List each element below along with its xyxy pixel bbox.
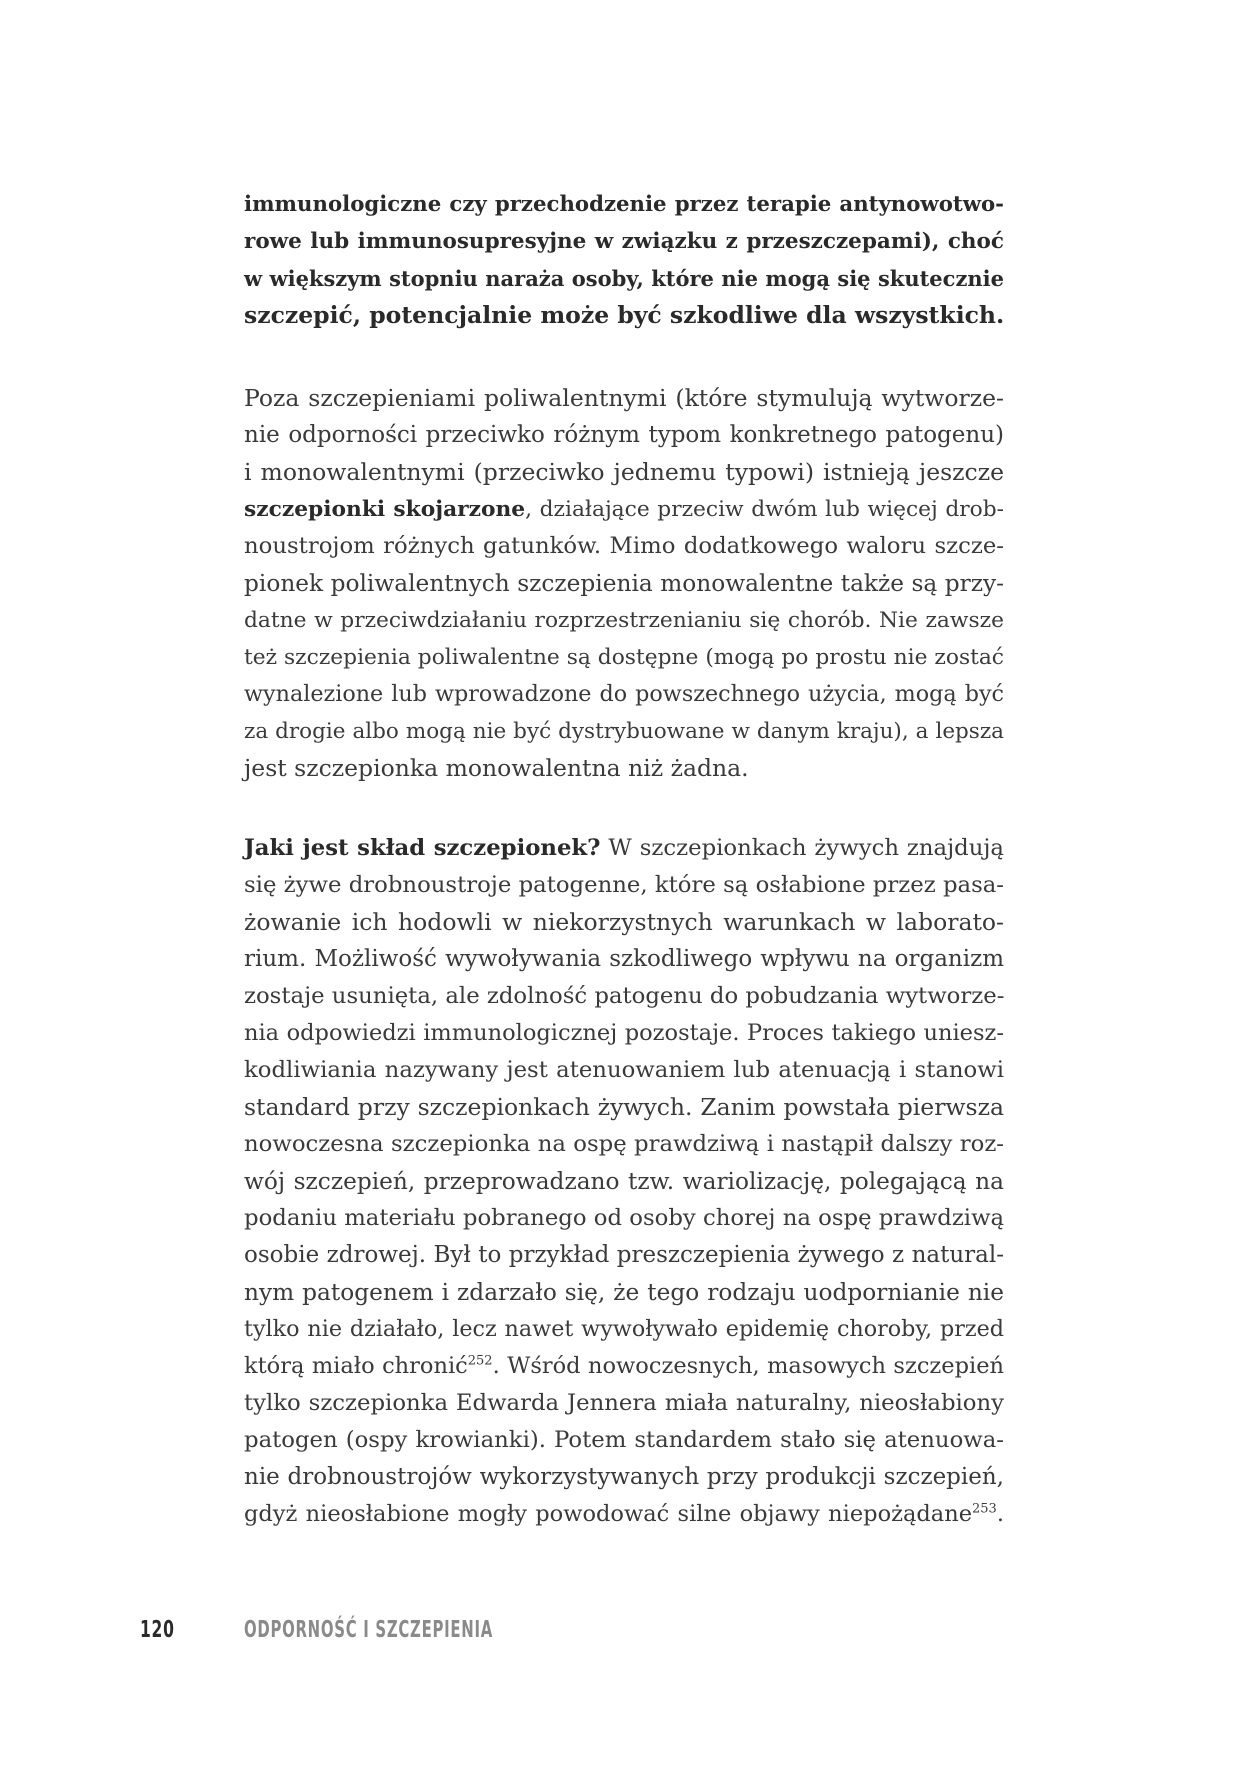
text-line (244, 1496, 1004, 1533)
paragraph-combined-vaccines (244, 380, 1004, 787)
text-line: i monowalentnymi (przeciwko jednemu typowi) istnieją jeszcze (244, 458, 1004, 486)
text-fragment: gdyż nieosłabione mogły powodować silne objawy niepożądane (244, 1501, 973, 1527)
text-line: tylko nie działało, lecz nawet wywoływało epidemię choroby, przed (244, 1316, 1004, 1342)
page-footer (140, 1617, 493, 1643)
text-fragment: , działające przeciw dwóm lub więcej drob- (525, 497, 1005, 522)
section-heading: Jaki jest skład szczepionek? (244, 835, 601, 861)
text-fragment: . Wśród nowoczesnych, masowych szczepień (492, 1353, 1004, 1379)
text-line: jest szczepionka monowalentna niż żadna. (244, 754, 749, 782)
text-line: wój szczepień, przeprowadzano tzw. wariolizację, polegającą na (244, 1168, 1004, 1195)
text-line: noustrojom różnych gatunków. Mimo dodatkowego waloru szcze- (244, 533, 1004, 559)
text-line: patogen (ospy krowianki). Potem standardem stało się atenuowa- (244, 1427, 1004, 1453)
text-line: żowanie ich hodowli w niekorzystnych warunkach w laborato- (244, 908, 1004, 936)
text-line (244, 1348, 1004, 1385)
text-line: zostaje usunięta, ale zdolność patogenu do pobudzania wytworze- (244, 983, 1005, 1009)
text-line: nowoczesna szczepionka na ospę prawdziwą i nastąpił dalszy roz- (244, 1131, 1004, 1157)
text-line: immunologiczne czy przechodzenie przez terapie antynowotwo- (244, 192, 1004, 217)
text-line: nia odpowiedzi immunologicznej pozostaje. Proces takiego uniesz- (244, 1020, 1004, 1046)
text-line: rowe lub immunosupresyjne w związku z przeszczepami), choć (244, 229, 1004, 254)
text-line (244, 830, 1004, 867)
text-line: nym patogenem i zdarzało się, że tego rodzaju uodpornianie nie (244, 1279, 1004, 1306)
bold-term: szczepionki skojarzone (244, 497, 526, 522)
text-fragment: którą miało chronić (244, 1353, 468, 1379)
text-line: za drogie albo mogą nie być dystrybuowane w danym kraju), a lepsza (244, 719, 1004, 744)
text-line: wynalezione lub wprowadzone do powszechnego użycia, mogą być (244, 681, 1004, 707)
text-line: szczepić, potencjalnie może być szkodliwe dla wszystkich. (244, 301, 1005, 329)
text-line: pionek poliwalentnych szczepienia monowalentne także są przy- (244, 570, 1004, 597)
intro-paragraph (244, 186, 1004, 334)
text-line: nie odporności przeciwko różnym typom konkretnego patogenu) (244, 422, 1004, 448)
text-line: standard przy szczepionkach żywych. Zanim powstała pierwsza (244, 1093, 1004, 1121)
text-fragment: . (996, 1501, 1004, 1527)
text-line: tylko szczepionka Edwarda Jennera miała naturalny, nieosłabiony (244, 1390, 1004, 1416)
text-line: kodliwiania nazywany jest atenuowaniem lub atenuacją i stanowi (244, 1057, 1004, 1083)
text-fragment: W szczepionkach żywych znajdują (600, 835, 1004, 861)
paragraph-vaccine-composition (244, 830, 1004, 1533)
text-line: rium. Możliwość wywoływania szkodliwego wpływu na organizm (244, 946, 1004, 972)
text-line (244, 491, 1004, 528)
text-line: też szczepienia poliwalentne są dostępne (mogą po prostu nie zostać (244, 645, 1004, 670)
text-line: się żywe drobnoustroje patogenne, które są osłabione przez pasa- (244, 872, 1004, 898)
page-number: 120 (140, 1617, 175, 1643)
running-title: ODPORNOŚĆ I SZCZEPIENIA (244, 1617, 493, 1643)
footnote-reference[interactable]: 253 (972, 1501, 997, 1517)
footnote-reference[interactable]: 252 (467, 1353, 493, 1369)
text-line: podaniu materiału pobranego od osoby chorej na ospę prawdziwą (244, 1205, 1005, 1231)
text-line: Poza szczepieniami poliwalentnymi (które stymulują wytworze- (244, 384, 1004, 412)
text-line: osobie zdrowej. Był to przykład preszczepienia żywego z natural- (244, 1242, 1004, 1268)
text-line: w większym stopniu naraża osoby, które nie mogą się skutecznie (244, 266, 1004, 291)
text-line: datne w przeciwdziałaniu rozprzestrzenianiu się chorób. Nie zawsze (244, 608, 1004, 633)
text-line: nie drobnoustrojów wykorzystywanych przy produkcji szczepień, (244, 1464, 1004, 1490)
